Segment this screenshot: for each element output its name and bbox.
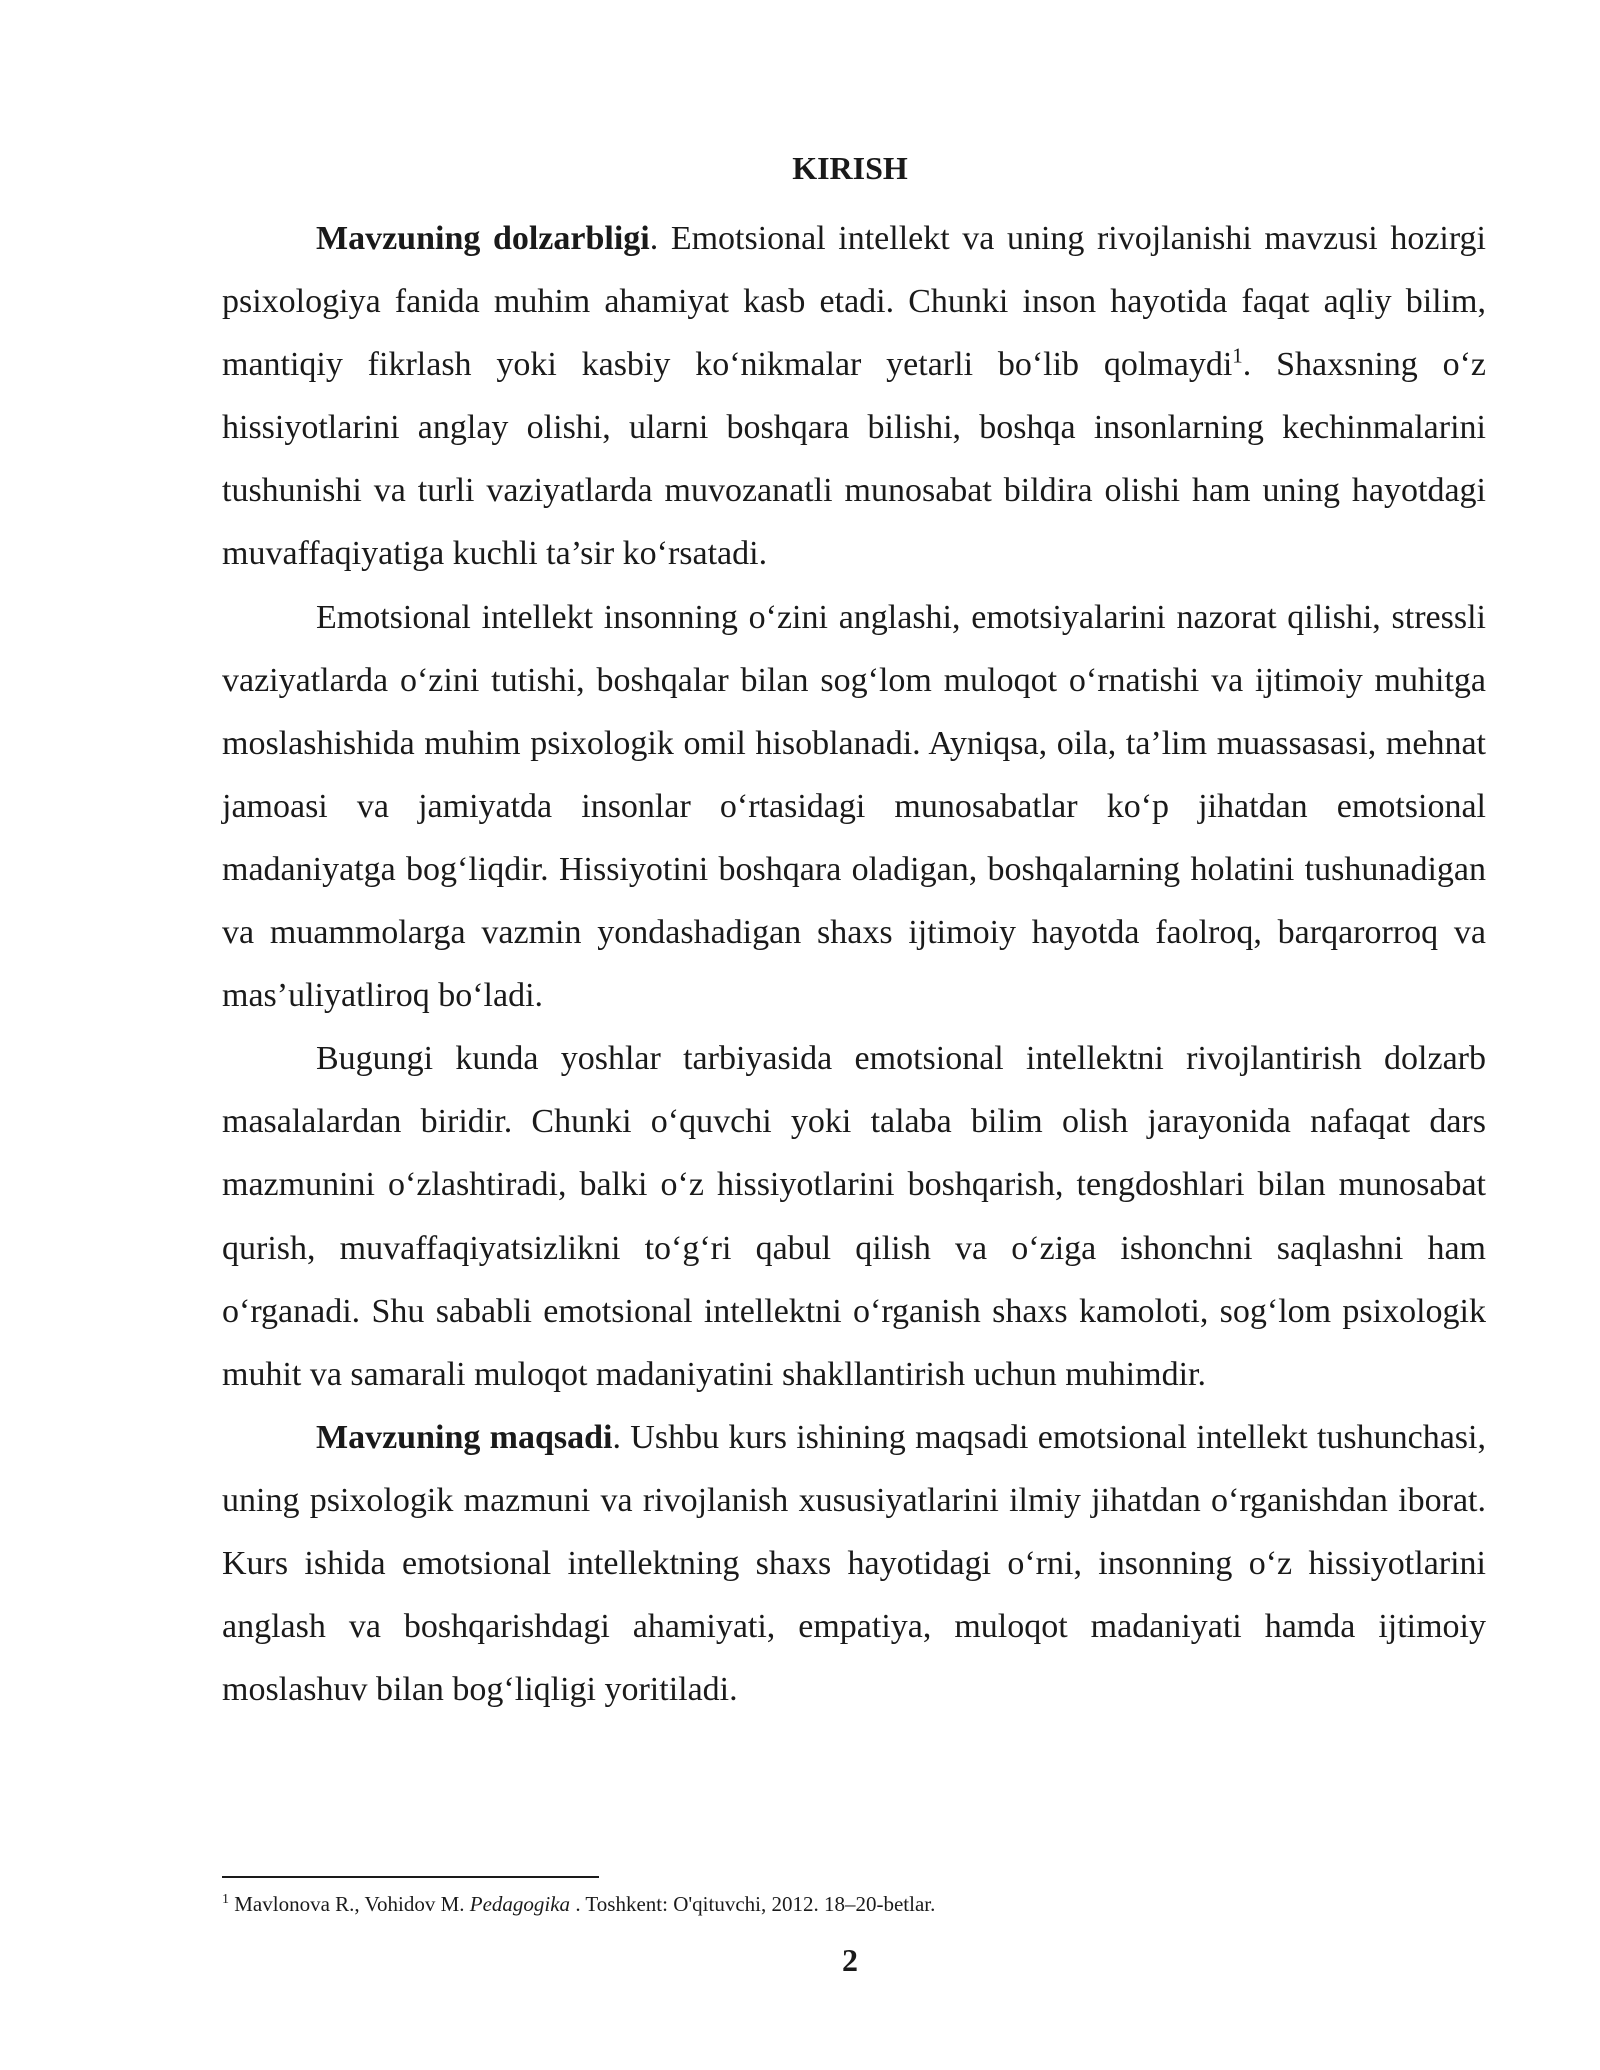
paragraph-lead-punct: .: [649, 220, 659, 257]
footnote-details: . Toshkent: O'qituvchi, 2012. 18–20-betlar.: [570, 1892, 936, 1916]
paragraph-text: Bugungi kunda yoshlar tarbiyasida emotsional intellektni rivojlantirish dolzarb masalalardan biridir. Chunki oʻquvchi yoki talaba bilim olish jarayonida nafaqat dars mazmunini oʻzlashtiradi, balki oʻz hissiyotlarini boshqarish, tengdoshlari bilan munosabat qurish, muvaffaqiyatsizlikni toʻgʻri qabul qilish va oʻziga ishonchni saqlashni ham oʻrganadi. Shu sababli emotsional intellektni oʻrganish shaxs kamoloti, sogʻlom psixologik muhit va samarali muloqot madaniyatini shakllantirish uchun muhimdir.: [222, 1040, 1486, 1393]
body-text: [222, 207, 1486, 1721]
paragraph-goal: [222, 1406, 1486, 1721]
paragraph-text: Emotsional intellekt insonning oʻzini anglashi, emotsiyalarini nazorat qilishi, stressli vaziyatlarda oʻzini tutishi, boshqalar bilan sogʻlom muloqot oʻrnatishi va ijtimoiy muhitga moslashishida muhim psixologik omil hisoblanadi. Ayniqsa, oila, ta’lim muassasasi, mehnat jamoasi va jamiyatda insonlar oʻrtasidagi munosabatlar koʻp jihatdan emotsional madaniyatga bogʻliqdir. Hissiyotini boshqara oladigan, boshqalarning holatini tushunadigan va muammolarga vazmin yondashadigan shaxs ijtimoiy hayotda faolroq, barqarorroq va mas’uliyatliroq boʻladi.: [222, 598, 1486, 1015]
paragraph-text-continued: . Shaxsning oʻz hissiyotlarini anglay olishi, ularni boshqara bilishi, boshqa insonlarning kechinmalarini tushunishi va turli vaziyatlarda muvozanatli munosabat bildira olishi ham uning hayotdagi muvaffaqiyatiga kuchli ta’sir koʻrsatadi.: [222, 346, 1486, 573]
paragraph-lead-punct: .: [612, 1418, 621, 1456]
page-heading: KIRISH: [792, 150, 908, 186]
footnote-divider: [222, 1876, 599, 1878]
paragraph-emotional-intellect: [222, 586, 1486, 1028]
paragraph-text: Emotsional intellekt va uning rivojlanishi mavzusi hozirgi psixologiya fanida muhim ahamiyat kasb etadi. Chunki inson hayotida faqat aqliy bilim, mantiqiy fikrlash yoki kasbiy koʻnikmalar yetarli boʻlib qolmaydi: [222, 220, 1487, 384]
footnote-mark: 1: [222, 1892, 229, 1907]
footnote-title: Pedagogika: [469, 1892, 571, 1916]
paragraph-lead: Mavzuning maqsadi: [316, 1418, 613, 1456]
footnote-reference[interactable]: 1: [1232, 343, 1243, 368]
footnote-authors: Mavlonova R., Vohidov M.: [229, 1892, 470, 1916]
paragraph-text: Ushbu kurs ishining maqsadi emotsional intellekt tushunchasi, uning psixologik mazmuni va rivojlanish xususiyatlarini ilmiy jihatdan oʻrganishdan iborat. Kurs ishida emotsional intellektning shaxs hayotidagi oʻrni, insonning oʻz hissiyotlarini anglash va boshqarishdagi ahamiyati, empatiya, muloqot madaniyati hamda ijtimoiy moslashuv bilan bogʻliqligi yoritiladi.: [222, 1418, 1486, 1709]
paragraph-lead: Mavzuning dolzarbligi: [316, 220, 650, 257]
paragraph-youth-education: [222, 1027, 1486, 1406]
page-number: 2: [842, 1942, 858, 1978]
footnote: [222, 1889, 1486, 1919]
paragraph-relevance: [222, 207, 1486, 586]
